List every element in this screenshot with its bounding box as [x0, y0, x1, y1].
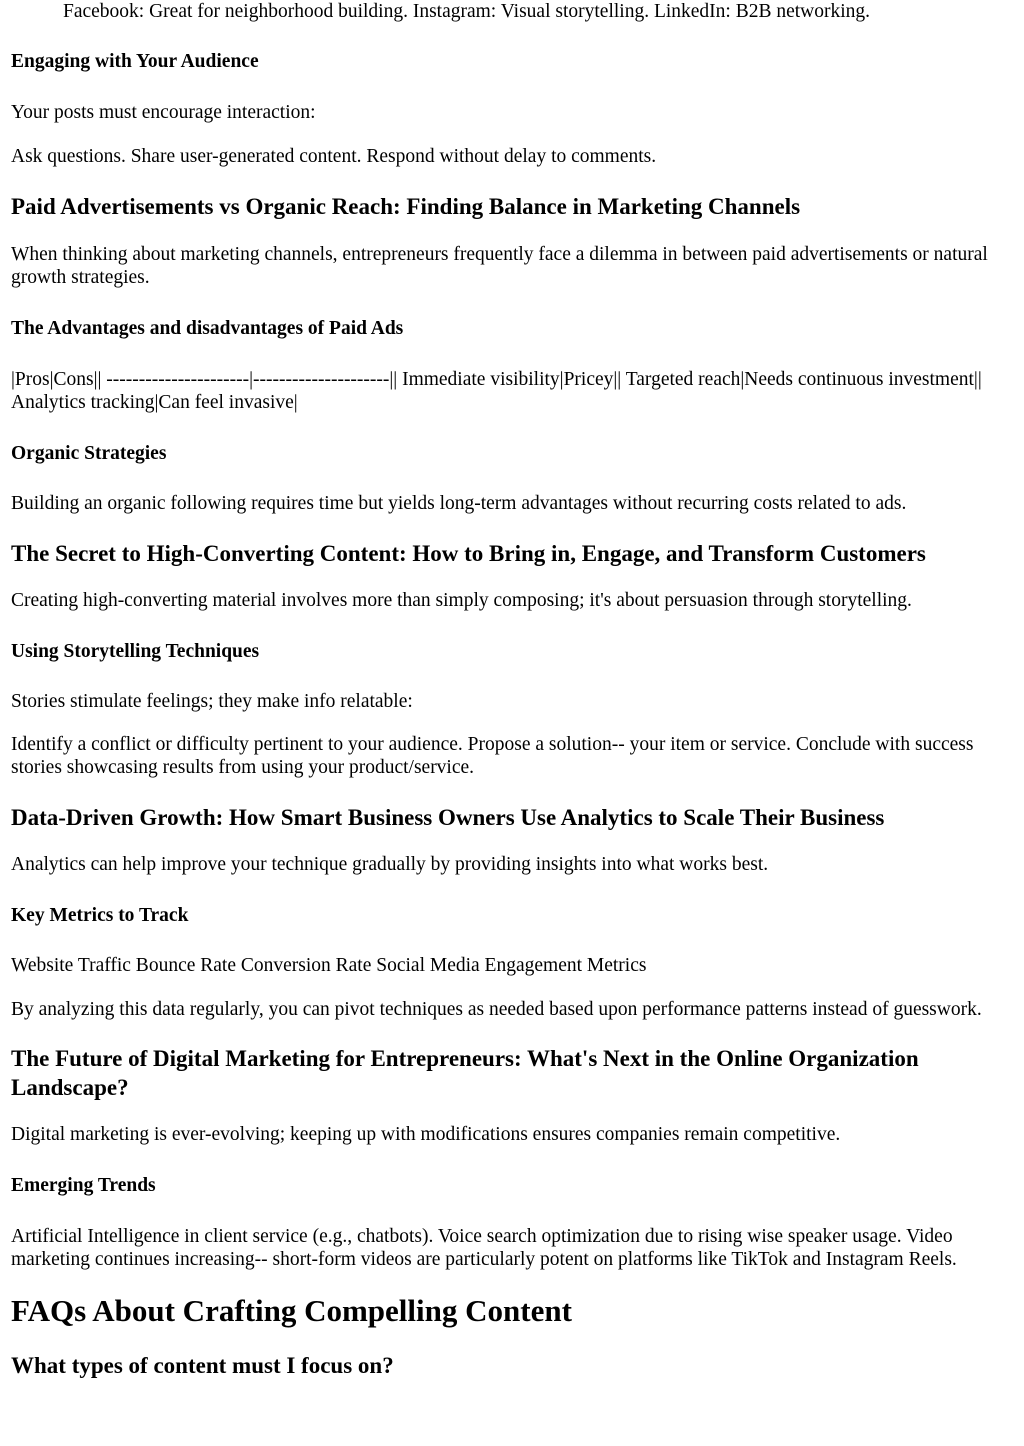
high-converting-heading: The Secret to High-Converting Content: How to Bring in, Engage, and Transform Customers	[11, 541, 926, 566]
faq-question-1: What types of content must I focus on?	[11, 1353, 394, 1378]
data-driven-heading: Data-Driven Growth: How Smart Business Owners Use Analytics to Scale Their Business	[11, 805, 885, 830]
emerging-trends-paragraph: Artificial Intelligence in client service (e.g., chatbots). Voice search optimization due to rising wise speaker usage. Video marketing continues increasing-- short-form videos are particularly potent on platforms like TikTok and Instagram Reels.	[11, 1226, 957, 1270]
key-metrics-paragraph: By analyzing this data regularly, you can pivot techniques as needed based upon performance patterns instead of guesswork.	[11, 999, 982, 1020]
data-driven-paragraph: Analytics can help improve your technique gradually by providing insights into what works best.	[11, 854, 769, 875]
storytelling-paragraph-1: Stories stimulate feelings; they make info relatable:	[11, 691, 413, 712]
high-converting-paragraph: Creating high-converting material involves more than simply composing; it's about persuasion through storytelling.	[11, 590, 912, 611]
key-metrics-heading: Key Metrics to Track	[11, 905, 189, 926]
pros-cons-table-text: |Pros|Cons|| ----------------------|---------------------|| Immediate visibility|Pricey|| Targeted reach|Needs continuous investment|| Analytics tracking|Can feel invasive|	[11, 369, 982, 413]
engaging-paragraph-2: Ask questions. Share user-generated content. Respond without delay to comments.	[11, 146, 657, 167]
engaging-paragraph-1: Your posts must encourage interaction:	[11, 102, 316, 123]
organic-strategies-paragraph: Building an organic following requires time but yields long-term advantages without recurring costs related to ads.	[11, 493, 907, 514]
article-body	[11, 38, 1018, 1380]
platform-summary-text: Facebook: Great for neighborhood building. Instagram: Visual storytelling. LinkedIn: B2B networking.	[63, 1, 871, 22]
paid-vs-organic-paragraph: When thinking about marketing channels, entrepreneurs frequently face a dilemma in between paid advertisements or natural growth strategies.	[11, 244, 988, 288]
faq-heading: FAQs About Crafting Compelling Content	[11, 1293, 572, 1328]
storytelling-paragraph-2: Identify a conflict or difficulty pertinent to your audience. Propose a solution-- your item or service. Conclude with success stories showcasing results from using your product/service.	[11, 734, 974, 778]
emerging-trends-heading: Emerging Trends	[11, 1175, 156, 1196]
future-paragraph: Digital marketing is ever-evolving; keeping up with modifications ensures companies remain competitive.	[11, 1124, 841, 1145]
paid-vs-organic-heading: Paid Advertisements vs Organic Reach: Finding Balance in Marketing Channels	[11, 194, 801, 219]
future-heading: The Future of Digital Marketing for Entrepreneurs: What's Next in the Online Organization Landscape?	[11, 1046, 919, 1100]
storytelling-heading: Using Storytelling Techniques	[11, 641, 260, 662]
advantages-heading: The Advantages and disadvantages of Paid Ads	[11, 318, 404, 339]
organic-strategies-heading: Organic Strategies	[11, 443, 167, 464]
engaging-heading: Engaging with Your Audience	[11, 51, 259, 72]
key-metrics-list: Website Traffic Bounce Rate Conversion Rate Social Media Engagement Metrics	[11, 955, 647, 976]
